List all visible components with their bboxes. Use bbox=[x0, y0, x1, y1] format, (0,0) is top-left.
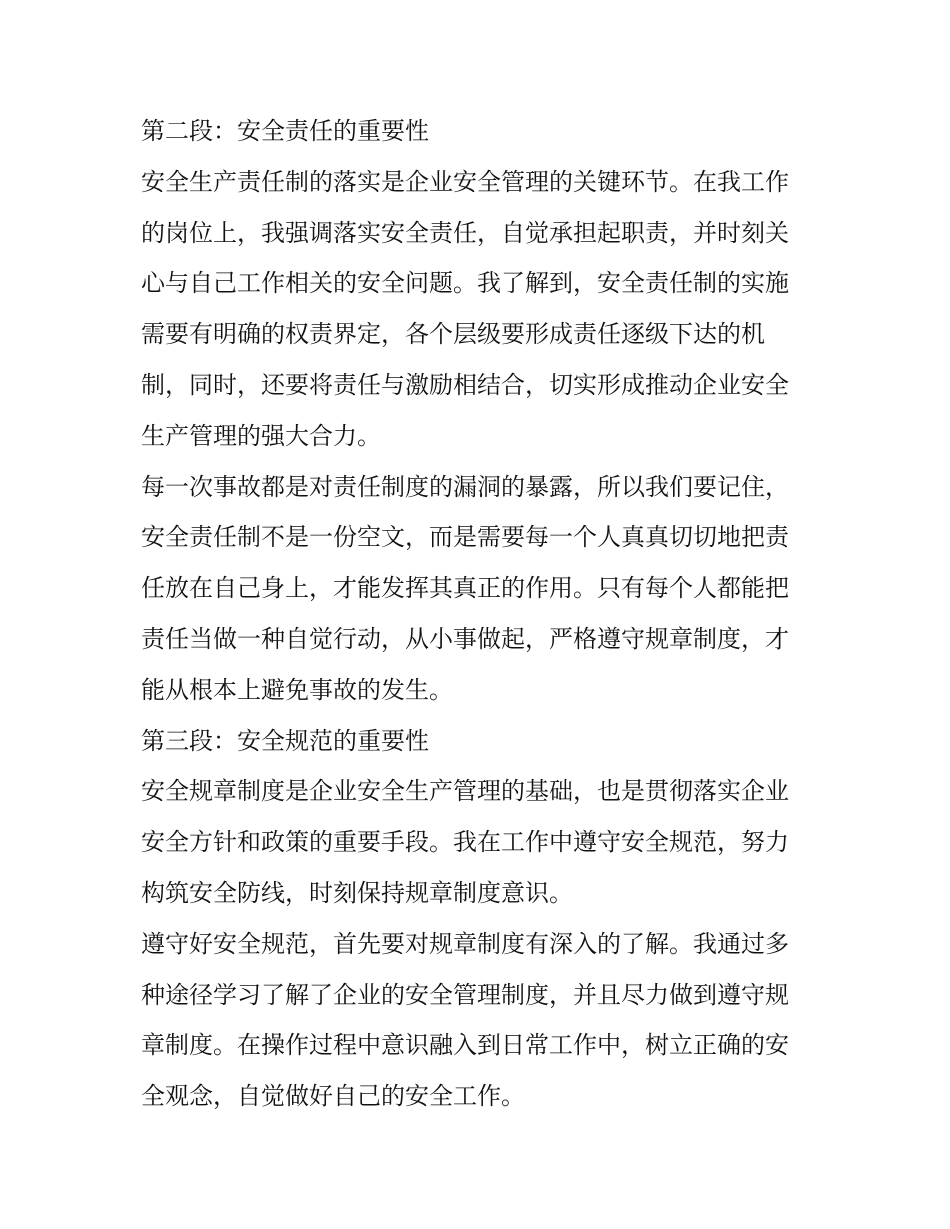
text-line: 的岗位上，我强调落实安全责任，自觉承担起职责，并时刻关 bbox=[141, 218, 789, 247]
document-body bbox=[141, 106, 813, 1122]
text-line: 构筑安全防线，时刻保持规章制度意识。 bbox=[141, 878, 573, 907]
section-heading-3: 第三段：安全规范的重要性 bbox=[141, 726, 429, 755]
text-line: 安全生产责任制的落实是企业安全管理的关键环节。在我工作 bbox=[141, 167, 789, 196]
text-line: 遵守好安全规范，首先要对规章制度有深入的了解。我通过多 bbox=[141, 929, 789, 958]
text-line: 安全方针和政策的重要手段。我在工作中遵守安全规范，努力 bbox=[141, 828, 789, 857]
text-line: 生产管理的强大合力。 bbox=[141, 421, 381, 450]
text-line: 安全规章制度是企业安全生产管理的基础，也是贯彻落实企业 bbox=[141, 777, 789, 806]
text-line: 能从根本上避免事故的发生。 bbox=[141, 675, 453, 704]
text-line: 种途径学习了解了企业的安全管理制度，并且尽力做到遵守规 bbox=[141, 980, 789, 1009]
text-line: 章制度。在操作过程中意识融入到日常工作中，树立正确的安 bbox=[141, 1031, 789, 1060]
text-line: 需要有明确的权责界定，各个层级要形成责任逐级下达的机 bbox=[141, 320, 765, 349]
text-line: 安全责任制不是一份空文，而是需要每一个人真真切切地把责 bbox=[141, 523, 789, 552]
section-heading-2: 第二段：安全责任的重要性 bbox=[141, 117, 429, 145]
text-line: 心与自己工作相关的安全问题。我了解到，安全责任制的实施 bbox=[141, 269, 789, 298]
text-line: 任放在自己身上，才能发挥其真正的作用。只有每个人都能把 bbox=[141, 574, 789, 603]
text-line: 每一次事故都是对责任制度的漏洞的暴露，所以我们要记住， bbox=[141, 472, 789, 501]
text-line: 制，同时，还要将责任与激励相结合，切实形成推动企业安全 bbox=[141, 370, 789, 399]
text-line: 责任当做一种自觉行动，从小事做起，严格遵守规章制度，才 bbox=[141, 624, 789, 653]
text-line: 全观念，自觉做好自己的安全工作。 bbox=[141, 1082, 525, 1111]
